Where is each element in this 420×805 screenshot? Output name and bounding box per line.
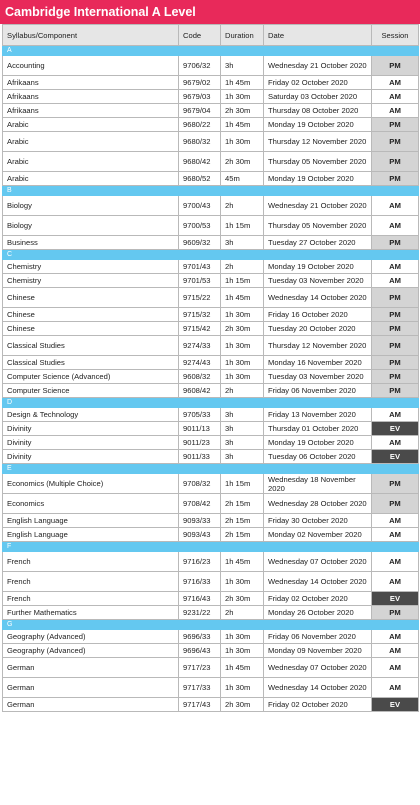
section-letter: E xyxy=(3,464,419,474)
table-row xyxy=(3,76,419,90)
code-cell: 9708/32 xyxy=(179,474,221,494)
duration-cell: 1h 45m xyxy=(221,288,264,308)
session-badge: AM xyxy=(372,196,419,216)
duration-cell: 2h xyxy=(221,606,264,620)
session-badge: PM xyxy=(372,56,419,76)
duration-cell: 2h 15m xyxy=(221,494,264,514)
table-row xyxy=(3,408,419,422)
subject-cell: Biology xyxy=(3,216,179,236)
subject-cell: Chinese xyxy=(3,322,179,336)
column-header-session: Session xyxy=(372,25,419,46)
table-row xyxy=(3,274,419,288)
table-row xyxy=(3,118,419,132)
section-letter: G xyxy=(3,620,419,630)
date-cell: Thursday 05 November 2020 xyxy=(264,216,372,236)
table-row xyxy=(3,592,419,606)
date-cell: Thursday 05 November 2020 xyxy=(264,152,372,172)
table-row xyxy=(3,288,419,308)
duration-cell: 1h 15m xyxy=(221,274,264,288)
session-badge: EV xyxy=(372,422,419,436)
duration-cell: 1h 45m xyxy=(221,76,264,90)
table-row xyxy=(3,196,419,216)
date-cell: Wednesday 14 October 2020 xyxy=(264,678,372,698)
table-row xyxy=(3,630,419,644)
code-cell: 9608/42 xyxy=(179,384,221,398)
section-header-row xyxy=(3,620,419,630)
duration-cell: 2h 30m xyxy=(221,152,264,172)
section-header-row xyxy=(3,398,419,408)
subject-cell: Chinese xyxy=(3,288,179,308)
duration-cell: 2h xyxy=(221,196,264,216)
date-cell: Tuesday 27 October 2020 xyxy=(264,236,372,250)
subject-cell: Arabic xyxy=(3,152,179,172)
session-badge: EV xyxy=(372,592,419,606)
subject-cell: Geography (Advanced) xyxy=(3,644,179,658)
duration-cell: 3h xyxy=(221,436,264,450)
code-cell: 9701/43 xyxy=(179,260,221,274)
code-cell: 9716/33 xyxy=(179,572,221,592)
table-row xyxy=(3,698,419,712)
table-row xyxy=(3,450,419,464)
session-badge: AM xyxy=(372,630,419,644)
table-row xyxy=(3,236,419,250)
code-cell: 9715/42 xyxy=(179,322,221,336)
table-row xyxy=(3,132,419,152)
date-cell: Wednesday 21 October 2020 xyxy=(264,56,372,76)
session-badge: AM xyxy=(372,658,419,678)
session-badge: EV xyxy=(372,698,419,712)
exam-timetable xyxy=(2,24,419,712)
date-cell: Monday 16 November 2020 xyxy=(264,356,372,370)
date-cell: Saturday 03 October 2020 xyxy=(264,90,372,104)
subject-cell: English Language xyxy=(3,528,179,542)
table-row xyxy=(3,514,419,528)
duration-cell: 2h 15m xyxy=(221,528,264,542)
session-badge: AM xyxy=(372,408,419,422)
date-cell: Wednesday 21 October 2020 xyxy=(264,196,372,216)
code-cell: 9715/32 xyxy=(179,308,221,322)
duration-cell: 1h 30m xyxy=(221,644,264,658)
subject-cell: German xyxy=(3,698,179,712)
table-row xyxy=(3,384,419,398)
session-badge: AM xyxy=(372,76,419,90)
table-row xyxy=(3,336,419,356)
duration-cell: 1h 30m xyxy=(221,308,264,322)
subject-cell: Divinity xyxy=(3,422,179,436)
section-header-row xyxy=(3,542,419,552)
page-title: Cambridge International A Level xyxy=(0,0,420,24)
table-row xyxy=(3,494,419,514)
date-cell: Wednesday 18 November 2020 xyxy=(264,474,372,494)
code-cell: 9274/33 xyxy=(179,336,221,356)
date-cell: Tuesday 03 November 2020 xyxy=(264,274,372,288)
session-badge: PM xyxy=(372,370,419,384)
duration-cell: 2h 15m xyxy=(221,514,264,528)
date-cell: Wednesday 07 October 2020 xyxy=(264,658,372,678)
duration-cell: 2h 30m xyxy=(221,592,264,606)
date-cell: Monday 19 October 2020 xyxy=(264,436,372,450)
date-cell: Tuesday 06 October 2020 xyxy=(264,450,372,464)
subject-cell: Divinity xyxy=(3,436,179,450)
section-header-row xyxy=(3,186,419,196)
duration-cell: 1h 30m xyxy=(221,132,264,152)
table-row xyxy=(3,572,419,592)
subject-cell: French xyxy=(3,572,179,592)
session-badge: PM xyxy=(372,132,419,152)
session-badge: AM xyxy=(372,104,419,118)
session-badge: AM xyxy=(372,260,419,274)
code-cell: 9680/42 xyxy=(179,152,221,172)
date-cell: Friday 02 October 2020 xyxy=(264,698,372,712)
session-badge: AM xyxy=(372,644,419,658)
duration-cell: 1h 30m xyxy=(221,336,264,356)
duration-cell: 1h 30m xyxy=(221,356,264,370)
section-header-row xyxy=(3,46,419,56)
subject-cell: Accounting xyxy=(3,56,179,76)
date-cell: Friday 06 November 2020 xyxy=(264,384,372,398)
date-cell: Wednesday 14 October 2020 xyxy=(264,288,372,308)
duration-cell: 1h 45m xyxy=(221,658,264,678)
section-letter: B xyxy=(3,186,419,196)
date-cell: Wednesday 14 October 2020 xyxy=(264,572,372,592)
session-badge: PM xyxy=(372,308,419,322)
date-cell: Thursday 12 November 2020 xyxy=(264,132,372,152)
code-cell: 9093/43 xyxy=(179,528,221,542)
duration-cell: 3h xyxy=(221,450,264,464)
subject-cell: French xyxy=(3,552,179,572)
subject-cell: Afrikaans xyxy=(3,76,179,90)
code-cell: 9700/53 xyxy=(179,216,221,236)
date-cell: Monday 19 October 2020 xyxy=(264,172,372,186)
subject-cell: Computer Science xyxy=(3,384,179,398)
subject-cell: Classical Studies xyxy=(3,356,179,370)
subject-cell: Economics (Multiple Choice) xyxy=(3,474,179,494)
section-letter: F xyxy=(3,542,419,552)
date-cell: Wednesday 07 October 2020 xyxy=(264,552,372,572)
table-row xyxy=(3,436,419,450)
code-cell: 9011/23 xyxy=(179,436,221,450)
code-cell: 9717/43 xyxy=(179,698,221,712)
date-cell: Monday 19 October 2020 xyxy=(264,260,372,274)
session-badge: PM xyxy=(372,356,419,370)
code-cell: 9011/33 xyxy=(179,450,221,464)
subject-cell: Design & Technology xyxy=(3,408,179,422)
table-row xyxy=(3,56,419,76)
date-cell: Wednesday 28 October 2020 xyxy=(264,494,372,514)
duration-cell: 3h xyxy=(221,422,264,436)
session-badge: AM xyxy=(372,552,419,572)
subject-cell: Chinese xyxy=(3,308,179,322)
subject-cell: Computer Science (Advanced) xyxy=(3,370,179,384)
subject-cell: Afrikaans xyxy=(3,90,179,104)
date-cell: Thursday 08 October 2020 xyxy=(264,104,372,118)
duration-cell: 45m xyxy=(221,172,264,186)
section-header-row xyxy=(3,464,419,474)
code-cell: 9608/32 xyxy=(179,370,221,384)
session-badge: AM xyxy=(372,436,419,450)
subject-cell: Afrikaans xyxy=(3,104,179,118)
date-cell: Thursday 01 October 2020 xyxy=(264,422,372,436)
subject-cell: Further Mathematics xyxy=(3,606,179,620)
duration-cell: 2h 30m xyxy=(221,104,264,118)
date-cell: Monday 19 October 2020 xyxy=(264,118,372,132)
session-badge: AM xyxy=(372,528,419,542)
section-letter: C xyxy=(3,250,419,260)
session-badge: PM xyxy=(372,288,419,308)
date-cell: Monday 26 October 2020 xyxy=(264,606,372,620)
duration-cell: 1h 15m xyxy=(221,216,264,236)
table-row xyxy=(3,678,419,698)
duration-cell: 3h xyxy=(221,236,264,250)
date-cell: Friday 30 October 2020 xyxy=(264,514,372,528)
table-row xyxy=(3,658,419,678)
session-badge: PM xyxy=(372,172,419,186)
date-cell: Tuesday 03 November 2020 xyxy=(264,370,372,384)
section-letter: A xyxy=(3,46,419,56)
code-cell: 9700/43 xyxy=(179,196,221,216)
date-cell: Thursday 12 November 2020 xyxy=(264,336,372,356)
subject-cell: Economics xyxy=(3,494,179,514)
code-cell: 9715/22 xyxy=(179,288,221,308)
code-cell: 9716/23 xyxy=(179,552,221,572)
session-badge: PM xyxy=(372,474,419,494)
table-row xyxy=(3,606,419,620)
session-badge: AM xyxy=(372,678,419,698)
column-header-code: Code xyxy=(179,25,221,46)
table-row xyxy=(3,322,419,336)
duration-cell: 1h 45m xyxy=(221,118,264,132)
table-row xyxy=(3,308,419,322)
code-cell: 9708/42 xyxy=(179,494,221,514)
code-cell: 9680/32 xyxy=(179,132,221,152)
subject-cell: Chemistry xyxy=(3,274,179,288)
date-cell: Monday 02 November 2020 xyxy=(264,528,372,542)
code-cell: 9274/43 xyxy=(179,356,221,370)
duration-cell: 3h xyxy=(221,56,264,76)
session-badge: PM xyxy=(372,336,419,356)
code-cell: 9705/33 xyxy=(179,408,221,422)
code-cell: 9011/13 xyxy=(179,422,221,436)
section-header-row xyxy=(3,250,419,260)
code-cell: 9717/23 xyxy=(179,658,221,678)
code-cell: 9609/32 xyxy=(179,236,221,250)
duration-cell: 1h 30m xyxy=(221,678,264,698)
session-badge: PM xyxy=(372,322,419,336)
table-row xyxy=(3,90,419,104)
code-cell: 9093/33 xyxy=(179,514,221,528)
table-row xyxy=(3,172,419,186)
duration-cell: 1h 30m xyxy=(221,572,264,592)
subject-cell: Arabic xyxy=(3,172,179,186)
code-cell: 9679/02 xyxy=(179,76,221,90)
table-row xyxy=(3,552,419,572)
code-cell: 9231/22 xyxy=(179,606,221,620)
duration-cell: 3h xyxy=(221,408,264,422)
column-header-date: Date xyxy=(264,25,372,46)
subject-cell: Business xyxy=(3,236,179,250)
session-badge: PM xyxy=(372,384,419,398)
code-cell: 9701/53 xyxy=(179,274,221,288)
column-header-syllabus: Syllabus/Component xyxy=(3,25,179,46)
session-badge: AM xyxy=(372,274,419,288)
table-row xyxy=(3,356,419,370)
table-row xyxy=(3,216,419,236)
table-row xyxy=(3,644,419,658)
code-cell: 9680/22 xyxy=(179,118,221,132)
duration-cell: 1h 15m xyxy=(221,474,264,494)
table-header-row xyxy=(3,25,419,46)
session-badge: EV xyxy=(372,450,419,464)
session-badge: AM xyxy=(372,90,419,104)
code-cell: 9716/43 xyxy=(179,592,221,606)
date-cell: Friday 13 November 2020 xyxy=(264,408,372,422)
table-row xyxy=(3,422,419,436)
date-cell: Friday 06 November 2020 xyxy=(264,630,372,644)
subject-cell: German xyxy=(3,678,179,698)
column-header-duration: Duration xyxy=(221,25,264,46)
code-cell: 9679/03 xyxy=(179,90,221,104)
date-cell: Tuesday 20 October 2020 xyxy=(264,322,372,336)
session-badge: AM xyxy=(372,514,419,528)
subject-cell: Arabic xyxy=(3,132,179,152)
date-cell: Monday 09 November 2020 xyxy=(264,644,372,658)
session-badge: PM xyxy=(372,118,419,132)
duration-cell: 1h 30m xyxy=(221,630,264,644)
duration-cell: 2h 30m xyxy=(221,698,264,712)
subject-cell: Arabic xyxy=(3,118,179,132)
section-letter: D xyxy=(3,398,419,408)
subject-cell: Divinity xyxy=(3,450,179,464)
session-badge: AM xyxy=(372,572,419,592)
duration-cell: 1h 30m xyxy=(221,370,264,384)
session-badge: PM xyxy=(372,494,419,514)
session-badge: PM xyxy=(372,236,419,250)
duration-cell: 2h xyxy=(221,384,264,398)
subject-cell: Chemistry xyxy=(3,260,179,274)
table-row xyxy=(3,260,419,274)
table-row xyxy=(3,104,419,118)
table-row xyxy=(3,152,419,172)
duration-cell: 1h 45m xyxy=(221,552,264,572)
code-cell: 9696/43 xyxy=(179,644,221,658)
subject-cell: German xyxy=(3,658,179,678)
session-badge: PM xyxy=(372,152,419,172)
code-cell: 9706/32 xyxy=(179,56,221,76)
session-badge: AM xyxy=(372,216,419,236)
duration-cell: 2h xyxy=(221,260,264,274)
subject-cell: Geography (Advanced) xyxy=(3,630,179,644)
session-badge: PM xyxy=(372,606,419,620)
code-cell: 9680/52 xyxy=(179,172,221,186)
table-row xyxy=(3,528,419,542)
subject-cell: French xyxy=(3,592,179,606)
date-cell: Friday 02 October 2020 xyxy=(264,76,372,90)
duration-cell: 2h 30m xyxy=(221,322,264,336)
table-row xyxy=(3,474,419,494)
code-cell: 9696/33 xyxy=(179,630,221,644)
code-cell: 9679/04 xyxy=(179,104,221,118)
date-cell: Friday 02 October 2020 xyxy=(264,592,372,606)
date-cell: Friday 16 October 2020 xyxy=(264,308,372,322)
timetable-body xyxy=(3,46,419,712)
code-cell: 9717/33 xyxy=(179,678,221,698)
duration-cell: 1h 30m xyxy=(221,90,264,104)
table-row xyxy=(3,370,419,384)
subject-cell: Biology xyxy=(3,196,179,216)
subject-cell: English Language xyxy=(3,514,179,528)
subject-cell: Classical Studies xyxy=(3,336,179,356)
